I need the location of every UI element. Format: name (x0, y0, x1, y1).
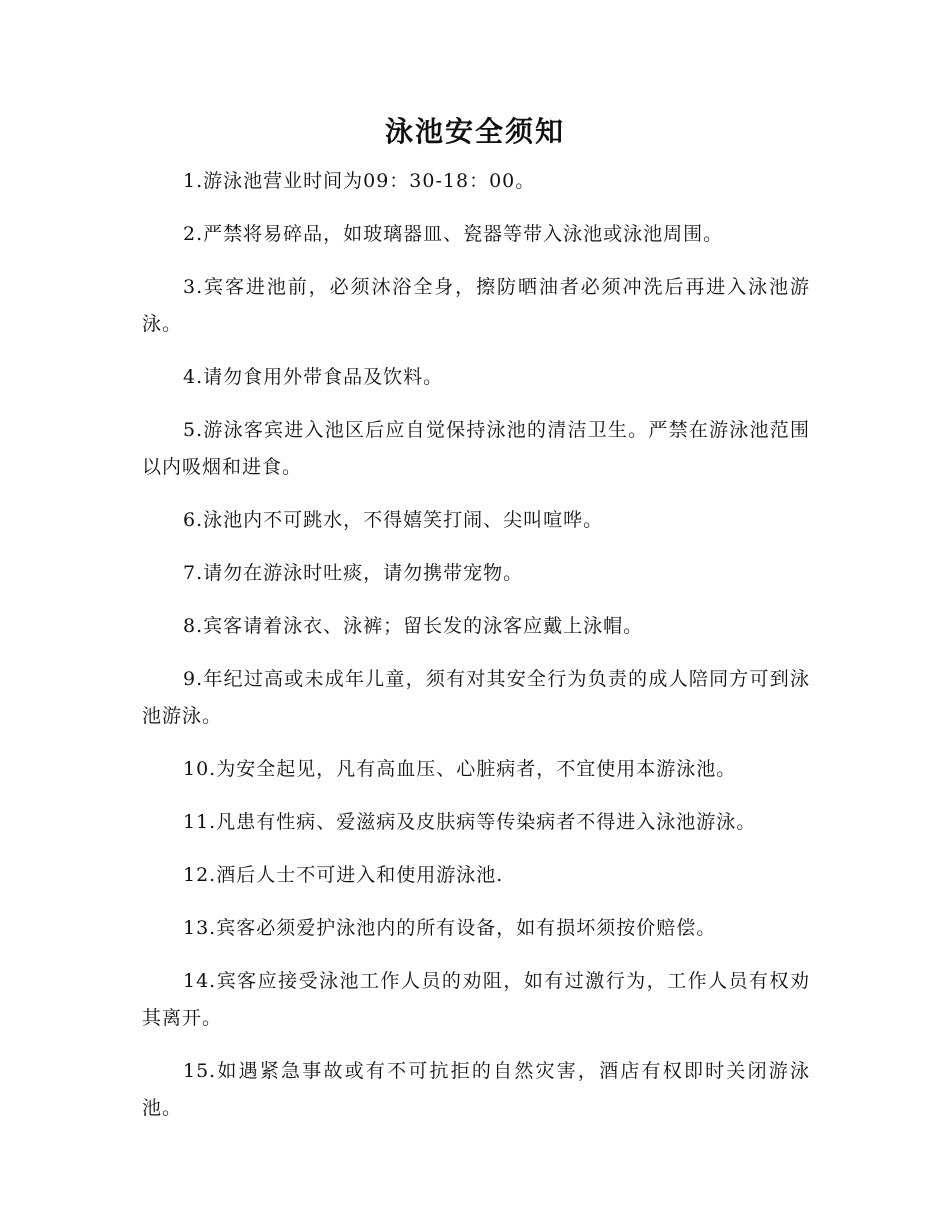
rule-item: 5.游泳客宾进入池区后应自觉保持泳池的清洁卫生。严禁在游泳池范围以内吸烟和进食。 (142, 419, 810, 478)
rule-item: 9.年纪过高或未成年儿童，须有对其安全行为负责的成人陪同方可到泳池游泳。 (142, 668, 810, 727)
rule-item: 13.宾客必须爱护泳池内的所有设备，如有损坏须按价赔偿。 (183, 917, 717, 939)
rule-item: 7.请勿在游泳时吐痰，请勿携带宠物。 (183, 562, 524, 584)
rule-item: 4.请勿食用外带食品及饮料。 (183, 366, 444, 388)
rule-item: 10.为安全起见，凡有高血压、心脏病者，不宜使用本游泳池。 (183, 758, 737, 780)
rule-item: 8.宾客请着泳衣、泳裤；留长发的泳客应戴上泳帽。 (183, 615, 644, 637)
rule-item: 12.酒后人士不可进入和使用游泳池. (183, 864, 504, 886)
rules-list (142, 163, 810, 1143)
rule-item: 3.宾客进池前，必须沐浴全身，擦防晒油者必须冲洗后再进入泳池游泳。 (142, 276, 810, 335)
rule-item: 6.泳池内不可跳水，不得嬉笑打闹、尖叫喧哗。 (183, 509, 604, 531)
document-title: 泳池安全须知 (384, 115, 565, 148)
rule-item: 2.严禁将易碎品，如玻璃器皿、瓷器等带入泳池或泳池周围。 (183, 223, 724, 245)
rule-item: 14.宾客应接受泳池工作人员的劝阻，如有过激行为，工作人员有权劝其离开。 (142, 970, 810, 1029)
rule-item: 11.凡患有性病、爱滋病及皮肤病等传染病者不得进入泳池游泳。 (183, 811, 757, 833)
rule-item: 1.游泳池营业时间为09：30-18：00。 (183, 170, 536, 192)
rule-item: 15.如遇紧急事故或有不可抗拒的自然灾害，酒店有权即时关闭游泳池。 (142, 1060, 810, 1119)
